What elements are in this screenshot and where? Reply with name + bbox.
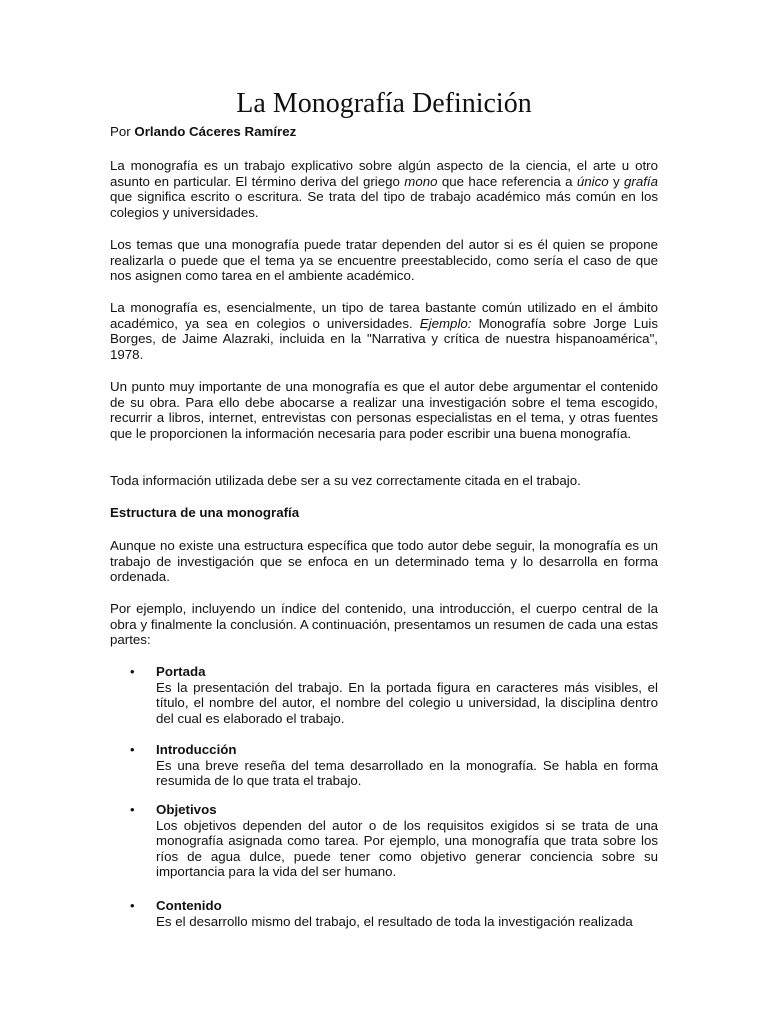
p1-text-a: La monografía es un trabajo explicativo sobre algún aspecto de la ciencia, el arte u otro asunto en particular. El término deriva del griego [110,158,658,189]
paragraph-example: Por ejemplo, incluyendo un índice del contenido, una introducción, el cuerpo central de la obra y finalmente la conclusión. A continuación, presentamos un resumen de cada una estas partes: [110,601,658,648]
list-item-title: Introducción [156,742,237,757]
bullet-icon: • [130,742,135,757]
section-heading: Estructura de una monografía [110,505,300,520]
document-page [110,0,658,1024]
list-item-title: Objetivos [156,802,217,817]
term-grafia: grafía [624,173,659,189]
list-item-title: Contenido [156,898,222,913]
example-label: Ejemplo: [419,315,472,331]
list-item-title: Portada [156,664,206,679]
bullet-icon: • [130,802,135,817]
p1-text-d: que significa escrito o escritura. Se trata del tipo de trabajo académico más común en los colegios y universidades. [110,189,658,220]
list-item-text: Es la presentación del trabajo. En la portada figura en caracteres más visibles, el título, el nombre del autor, el nombre del colegio u universidad, la disciplina dentro del cual es elaborado el trabajo. [156,679,658,726]
list-item-text: Es el desarrollo mismo del trabajo, el resultado de toda la investigación realizada [156,913,633,929]
bullet-icon: • [130,898,135,913]
p1-text-b: que hace referencia a [437,173,577,189]
paragraph-definition [110,158,658,220]
list-item-text: Es una breve reseña del tema desarrollado en la monografía. Se habla en forma resumida de lo que trata el trabajo. [156,757,658,789]
list-item-text: Los objetivos dependen del autor o de los requisitos exigidos si se trata de una monografía asignada como tarea. Por ejemplo, una monografía que trata sobre los ríos de agua dulce, puede tener como objetivo generar conciencia sobre su importancia para la vida del ser humano. [156,817,658,880]
term-mono: mono [404,173,438,189]
bullet-icon: • [130,664,135,679]
document-title: La Monografía Definición [236,88,532,119]
byline [110,124,658,140]
byline-prefix: Por [110,124,135,139]
paragraph-citation: Toda información utilizada debe ser a su vez correctamente citada en el trabajo. [110,473,581,488]
paragraph-academic [110,300,658,362]
p3-text-b: Monografía sobre Jorge Luis Borges, de Jaime Alazraki, incluida en la "Narrativa y crítica de nuestra hispanoamérica", 1978. [110,315,658,362]
paragraph-structure: Aunque no existe una estructura específica que todo autor debe seguir, la monografía es un trabajo de investigación que se enfoca en un determinado tema y lo desarrolla en forma ordenada. [110,538,658,585]
author-name: Orlando Cáceres Ramírez [134,124,297,139]
p3-text-a: La monografía es, esencialmente, un tipo de tarea bastante común utilizado en el ámbito académico, ya sea en colegios o universidades. [110,300,658,331]
paragraph-topics: Los temas que una monografía puede tratar dependen del autor si es él quien se propone realizarla o puede que el tema ya se encuentre preestablecido, como sería el caso de que nos asignen como tarea en el ambiente académico. [110,237,658,284]
term-unico: único [576,173,609,189]
p1-text-c: y [608,173,624,189]
paragraph-argument: Un punto muy importante de una monografía es que el autor debe argumentar el contenido de su obra. Para ello debe abocarse a realizar una investigación sobre el tema escogido, recurrir a libros, internet, entrevistas con personas especialistas en el tema, y otras fuentes que le proporcionen la información necesaria para poder escribir una buena monografía. [110,379,658,441]
